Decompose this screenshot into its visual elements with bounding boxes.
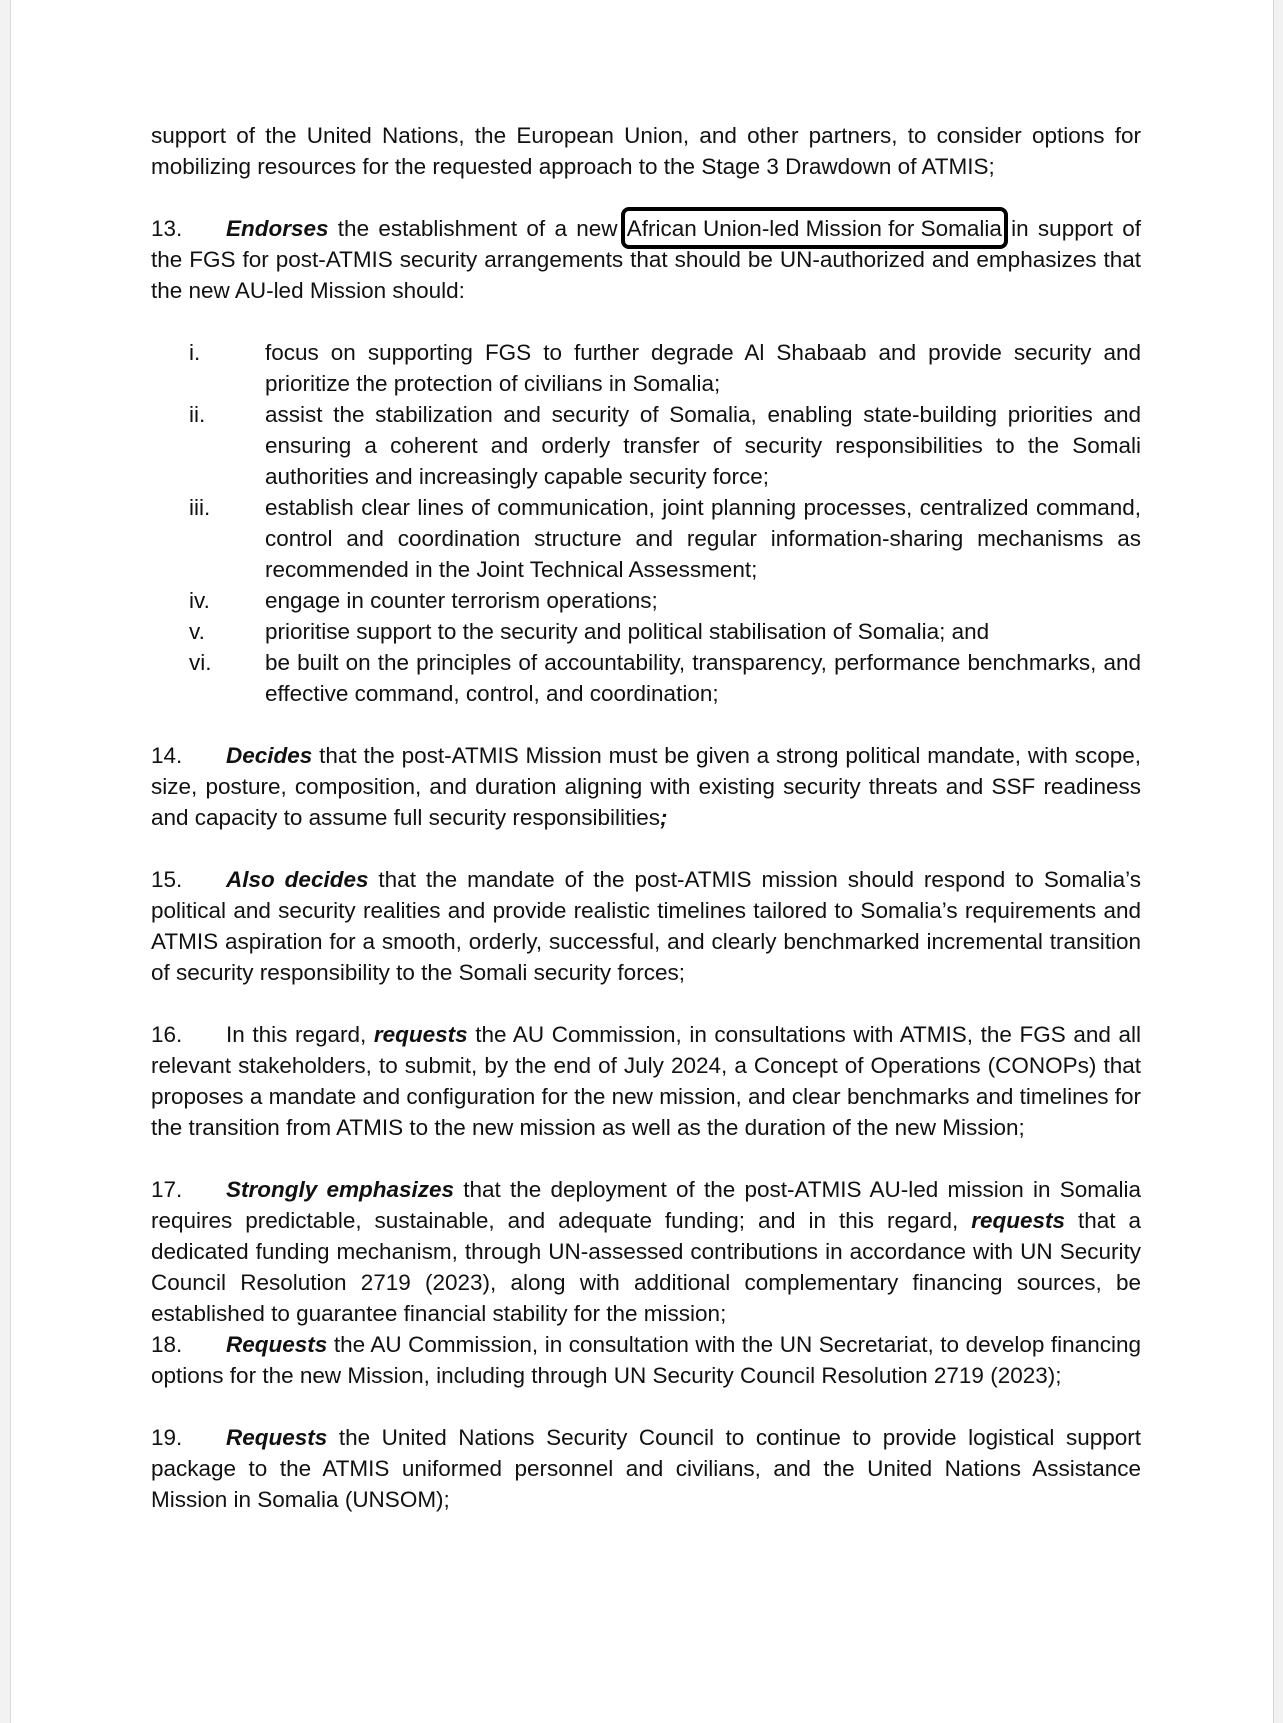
paragraph-text: that the mandate of the post-ATMIS mission should respond to Somalia’s political and security realities and provide realistic timelines tailored to Somalia’s requirements and ATMIS aspiration for a smooth, orderly, successful, and clearly benchmarked incremental transition of security responsibility to the Somali security forces; xyxy=(151,867,1141,985)
operative-verb: requests xyxy=(373,1022,468,1047)
list-number: v. xyxy=(189,619,205,644)
list-item xyxy=(151,492,1141,585)
list-number: i. xyxy=(189,340,201,365)
list-item xyxy=(151,616,1141,647)
paragraph-text: the AU Commission, in consultations with ATMIS, the FGS and all relevant stakeholders, to submit, by the end of July 2024, a Concept of Operations (CONOPs) that proposes a mandate and configuration for the new mission, and clear benchmarks and timelines for the transition from ATMIS to the new mission as well as the duration of the new Mission; xyxy=(151,1022,1141,1140)
paragraph-19 xyxy=(151,1422,1141,1515)
list-item xyxy=(151,337,1141,399)
paragraph-18 xyxy=(151,1329,1141,1391)
list-text: assist the stabilization and security of Somalia, enabling state-building priorities and ensuring a coherent and orderly transfer of security responsibilities to the Somali authorities and increasingly capable security force; xyxy=(265,402,1141,489)
paragraph-text: the establishment of a new xyxy=(328,216,627,241)
document-body xyxy=(151,120,1141,1546)
list-text: prioritise support to the security and political stabilisation of Somalia; and xyxy=(265,619,990,644)
paragraph-text: the AU Commission, in consultation with the UN Secretariat, to develop financing options for the new Mission, including through UN Security Council Resolution 2719 (2023); xyxy=(151,1332,1141,1388)
paragraph-text: in support of the FGS for post-ATMIS security arrangements that should be UN-authorized and emphasizes that the new AU-led Mission should: xyxy=(151,216,1142,303)
list-number: vi. xyxy=(189,650,212,675)
paragraph-15 xyxy=(151,864,1141,988)
paragraph-number: 14. xyxy=(151,743,183,768)
paragraph-number: 16. xyxy=(151,1022,183,1047)
list-text: establish clear lines of communication, joint planning processes, centralized command, control and coordination structure and regular information-sharing mechanisms as recommended in the Joint Technical Assessment; xyxy=(265,495,1141,582)
operative-verb: requests xyxy=(971,1208,1066,1233)
intro-paragraph: support of the United Nations, the European Union, and other partners, to consider options for mobilizing resources for the requested approach to the Stage 3 Drawdown of ATMIS; xyxy=(151,123,1141,179)
paragraph-17 xyxy=(151,1174,1141,1329)
paragraph-number: 17. xyxy=(151,1177,183,1202)
paragraph-text: In this regard, xyxy=(226,1022,374,1047)
paragraph-end: ; xyxy=(660,805,668,830)
paragraph-text: that the post-ATMIS Mission must be given a strong political mandate, with scope, size, posture, composition, and duration aligning with existing security threats and SSF readiness and capacity to assume full security responsibilities xyxy=(151,743,1141,830)
paragraph-text: that the deployment of the post-ATMIS AU-led mission in Somalia requires predictable, sustainable, and adequate funding; and in this regard, xyxy=(151,1177,1141,1233)
operative-verb: Decides xyxy=(226,743,313,768)
operative-verb: Also decides xyxy=(226,867,369,892)
paragraph-14 xyxy=(151,740,1141,833)
document-page xyxy=(10,0,1274,1723)
list-text: be built on the principles of accountability, transparency, performance benchmarks, and effective command, control, and coordination; xyxy=(265,650,1141,706)
list-text: engage in counter terrorism operations; xyxy=(265,588,658,613)
paragraph-text: that a dedicated funding mechanism, through UN-assessed contributions in accordance with UN Security Council Resolution 2719 (2023), along with additional complementary financing sources, be established to guarantee financial stability for the mission; xyxy=(151,1208,1142,1326)
list-item xyxy=(151,585,1141,616)
list-item xyxy=(151,647,1141,709)
paragraph-number: 15. xyxy=(151,867,183,892)
paragraph-13 xyxy=(151,213,1141,306)
sub-item-list xyxy=(151,337,1141,709)
operative-verb: Endorses xyxy=(226,216,329,241)
paragraph-16 xyxy=(151,1019,1141,1143)
highlighted-phrase: African Union-led Mission for Somalia xyxy=(627,213,1002,244)
paragraph-number: 13. xyxy=(151,216,183,241)
paragraph-number: 18. xyxy=(151,1332,183,1357)
list-number: iii. xyxy=(189,495,211,520)
paragraph-text: the United Nations Security Council to continue to provide logistical support package to the ATMIS uniformed personnel and civilians, and the United Nations Assistance Mission in Somalia (UNSOM); xyxy=(151,1425,1141,1512)
operative-verb: Requests xyxy=(226,1425,328,1450)
list-number: ii. xyxy=(189,402,206,427)
list-text: focus on supporting FGS to further degrade Al Shabaab and provide security and prioritize the protection of civilians in Somalia; xyxy=(265,340,1141,396)
operative-verb: Requests xyxy=(226,1332,328,1357)
paragraph-number: 19. xyxy=(151,1425,183,1450)
list-number: iv. xyxy=(189,588,210,613)
list-item xyxy=(151,399,1141,492)
operative-verb: Strongly emphasizes xyxy=(226,1177,455,1202)
